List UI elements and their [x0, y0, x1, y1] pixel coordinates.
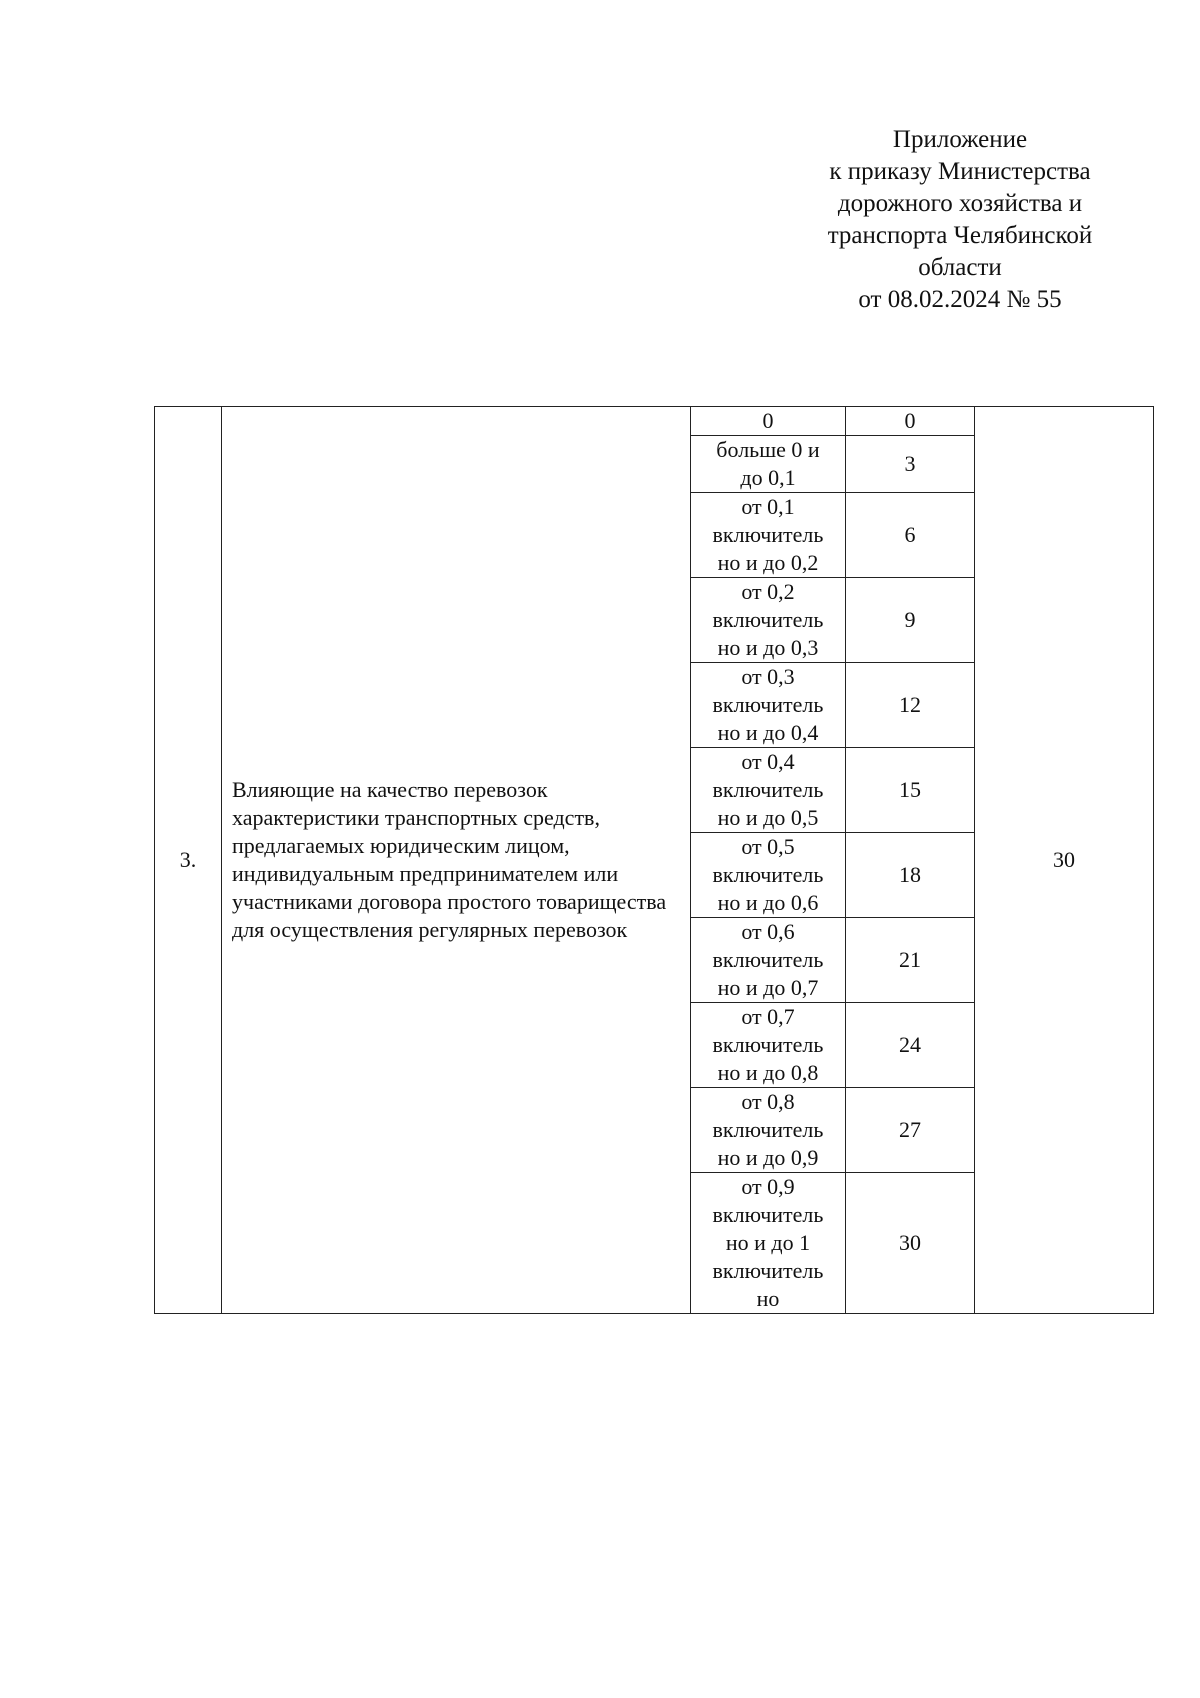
score-cell: 21 — [846, 918, 975, 1003]
score-cell: 12 — [846, 663, 975, 748]
range-text: от 0,6 включитель но и до 0,7 — [712, 919, 824, 1000]
range-text: больше 0 и до 0,1 — [716, 437, 820, 490]
range-cell — [691, 1003, 846, 1088]
score-cell: 0 — [846, 407, 975, 436]
score-cell: 3 — [846, 436, 975, 493]
range-text: от 0,9 включитель но и до 1 включитель но — [712, 1174, 824, 1311]
range-cell — [691, 918, 846, 1003]
range-cell — [691, 407, 846, 436]
header-line: от 08.02.2024 № 55 — [858, 286, 1062, 313]
range-text: от 0,2 включитель но и до 0,3 — [712, 579, 824, 660]
header-line: области — [918, 254, 1002, 281]
range-cell — [691, 436, 846, 493]
header-line: к приказу Министерства — [829, 158, 1091, 185]
range-text: от 0,3 включитель но и до 0,4 — [712, 664, 824, 745]
range-text: от 0,1 включитель но и до 0,2 — [712, 494, 824, 575]
criterion-description-cell: Влияющие на качество перевозок характеристики транспортных средств, предлагаемых юридическим лицом, индивидуальным предпринимателем или участниками договора простого товарищества для осуществления регулярных перевозок — [222, 407, 691, 1314]
row-number-cell: 3. — [155, 407, 222, 1314]
range-cell — [691, 1173, 846, 1314]
header-line: дорожного хозяйства и — [837, 190, 1083, 217]
score-cell: 24 — [846, 1003, 975, 1088]
score-cell: 6 — [846, 493, 975, 578]
range-cell — [691, 1088, 846, 1173]
appendix-header — [790, 124, 1130, 316]
score-cell: 18 — [846, 833, 975, 918]
score-cell: 30 — [846, 1173, 975, 1314]
range-cell — [691, 833, 846, 918]
max-score-cell: 30 — [975, 407, 1154, 1314]
criteria-table — [154, 406, 1154, 1314]
score-cell: 27 — [846, 1088, 975, 1173]
range-text: от 0,5 включитель но и до 0,6 — [712, 834, 824, 915]
header-line: Приложение — [892, 126, 1028, 153]
score-cell: 15 — [846, 748, 975, 833]
range-cell — [691, 578, 846, 663]
score-cell: 9 — [846, 578, 975, 663]
range-cell — [691, 663, 846, 748]
range-text: от 0,8 включитель но и до 0,9 — [712, 1089, 824, 1170]
range-cell — [691, 493, 846, 578]
range-text: от 0,7 включитель но и до 0,8 — [712, 1004, 824, 1085]
header-line: транспорта Челябинской — [827, 222, 1093, 249]
table-row — [155, 407, 1154, 436]
range-text: от 0,4 включитель но и до 0,5 — [712, 749, 824, 830]
range-text: 0 — [762, 408, 774, 433]
range-cell — [691, 748, 846, 833]
